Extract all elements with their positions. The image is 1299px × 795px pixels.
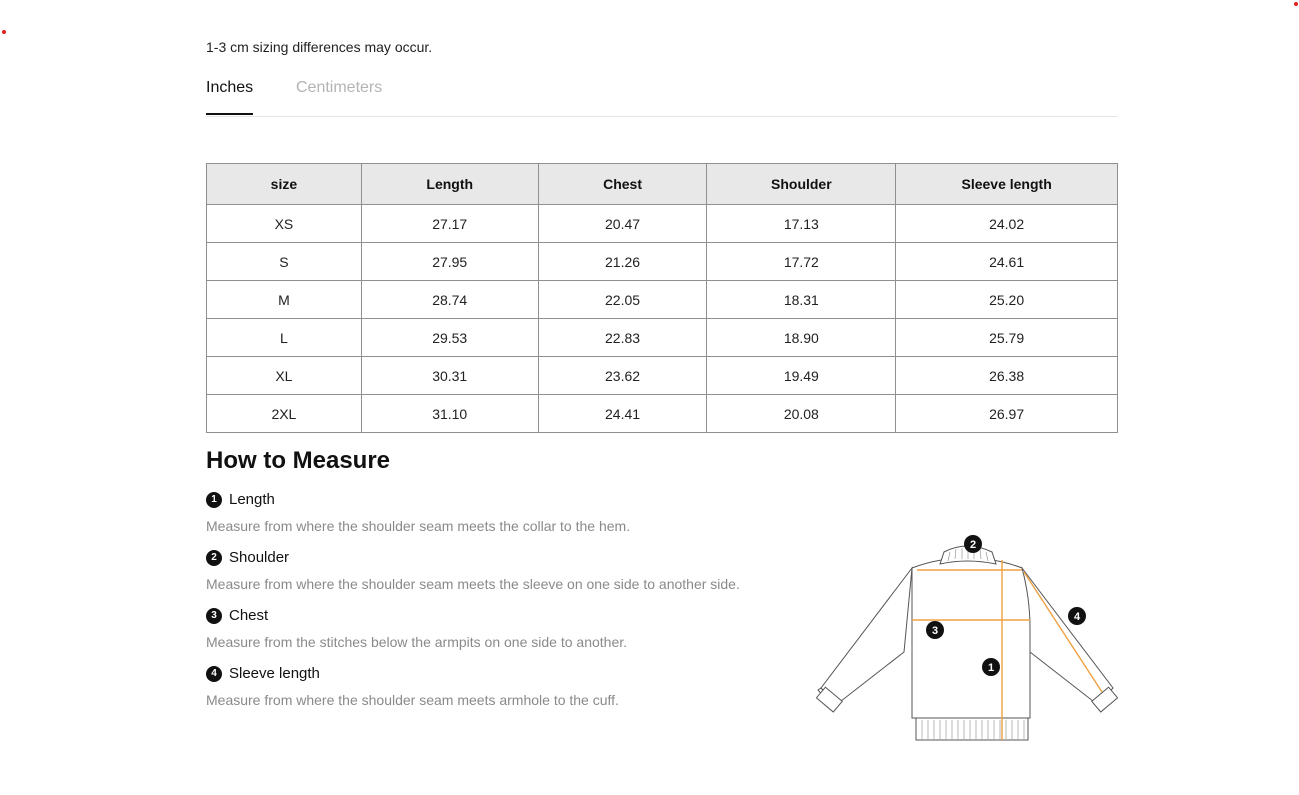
cell-shoulder: 18.31 [707,281,896,319]
cell-length: 30.31 [361,357,538,395]
number-four-icon: 4 [206,666,222,682]
table-header-row [207,164,1118,205]
cell-length: 28.74 [361,281,538,319]
marker-one-icon [982,658,1000,676]
cell-sleeve-length: 24.02 [896,205,1118,243]
number-two-icon: 2 [206,550,222,566]
number-three-icon: 3 [206,608,222,624]
measure-item-length [206,491,630,534]
cell-sleeve-length: 25.79 [896,319,1118,357]
marker-three-icon [926,621,944,639]
cell-chest: 22.83 [538,319,707,357]
number-one-icon: 1 [206,492,222,508]
size-table [206,163,1118,433]
table-row [207,243,1118,281]
measure-item-shoulder [206,549,740,592]
cell-shoulder: 17.13 [707,205,896,243]
cell-length: 27.95 [361,243,538,281]
cell-sleeve-length: 26.38 [896,357,1118,395]
how-to-measure-title: How to Measure [206,447,391,474]
unit-tabs [206,76,1118,117]
measure-item-label: Shoulder [229,549,290,566]
marker-two-icon [964,535,982,553]
cell-size: 2XL [207,395,362,433]
cell-length: 27.17 [361,205,538,243]
measure-item-label: Chest [229,607,269,624]
table-row [207,357,1118,395]
header-sleeve-length: Sleeve length [896,164,1118,205]
cell-shoulder: 19.49 [707,357,896,395]
marker-two-number: 2 [969,539,977,551]
cell-size: XL [207,357,362,395]
measure-item-chest [206,607,627,650]
measure-item-desc: Measure from where the shoulder seam meets armhole to the cuff. [206,692,619,708]
header-length: Length [361,164,538,205]
table-row [207,281,1118,319]
cell-chest: 22.05 [538,281,707,319]
cell-length: 31.10 [361,395,538,433]
cell-size: S [207,243,362,281]
measure-item-desc: Measure from where the shoulder seam meets the collar to the hem. [206,518,631,534]
cell-chest: 21.26 [538,243,707,281]
cell-size: XS [207,205,362,243]
tab-inches[interactable]: Inches [206,79,253,115]
marker-three-number: 3 [931,625,939,637]
measure-item-label: Sleeve length [229,665,320,682]
red-dot-marker [1294,2,1298,6]
table-row [207,395,1118,433]
header-chest: Chest [538,164,707,205]
measure-item-desc: Measure from where the shoulder seam meets the sleeve on one side to another side. [206,576,740,592]
marker-one-number: 1 [987,662,995,674]
sizing-note: 1-3 cm sizing differences may occur. [206,39,433,55]
marker-four-icon [1068,607,1086,625]
marker-four-number: 4 [1073,611,1081,623]
table-row [207,205,1118,243]
measure-item-sleeve-length [206,665,619,708]
cell-chest: 24.41 [538,395,707,433]
tab-centimeters[interactable]: Centimeters [296,79,383,96]
measure-item-label: Length [229,491,275,508]
sweater-measure-diagram [816,528,1118,748]
measure-item-desc: Measure from the stitches below the armpits on one side to another. [206,634,628,650]
cell-sleeve-length: 26.97 [896,395,1118,433]
cell-shoulder: 17.72 [707,243,896,281]
cell-sleeve-length: 25.20 [896,281,1118,319]
cell-sleeve-length: 24.61 [896,243,1118,281]
cell-size: M [207,281,362,319]
cell-chest: 20.47 [538,205,707,243]
cell-size: L [207,319,362,357]
header-shoulder: Shoulder [707,164,896,205]
red-dot-marker [2,30,6,34]
cell-length: 29.53 [361,319,538,357]
header-size: size [207,164,362,205]
cell-shoulder: 20.08 [707,395,896,433]
cell-shoulder: 18.90 [707,319,896,357]
table-row [207,319,1118,357]
cell-chest: 23.62 [538,357,707,395]
